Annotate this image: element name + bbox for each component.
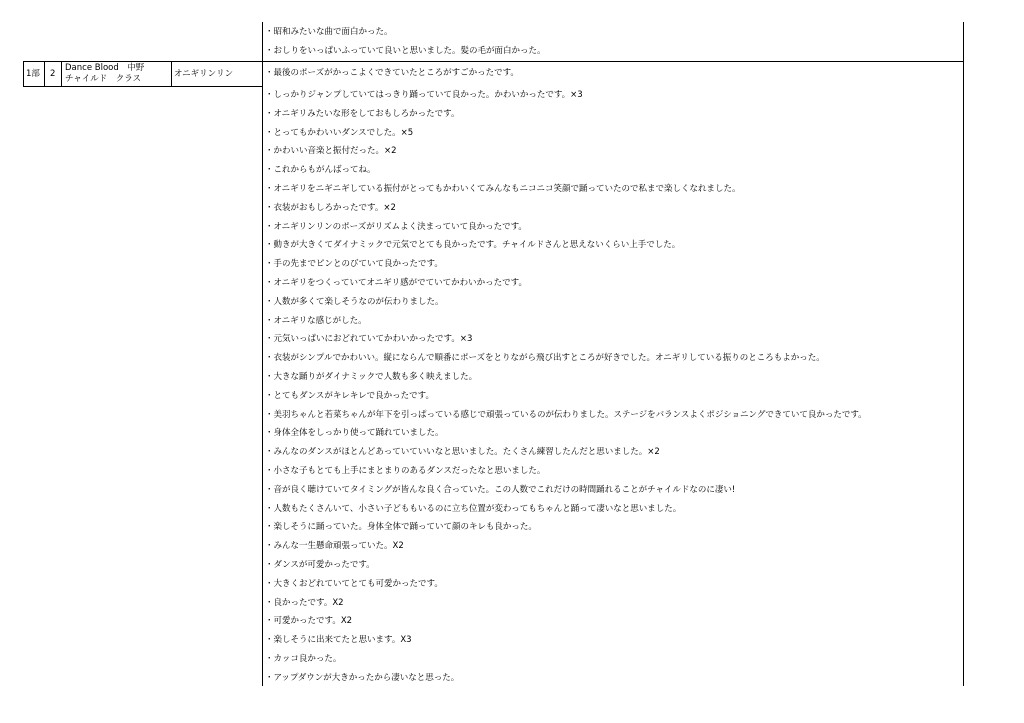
- title-cell: オニギリンリン: [174, 69, 234, 79]
- col-divider-number: [61, 61, 62, 86]
- comment-item: ・オニギリな感じがした。: [265, 316, 367, 326]
- previous-comment: ・昭和みたいな曲で面白かった。: [265, 27, 393, 37]
- comment-item: ・オニギリをつくっていてオニギリ感がでていてかわいかったです。: [265, 278, 527, 288]
- comment-item: ・身体全体をしっかり使って踊れていました。: [265, 428, 444, 438]
- comment-item: ・楽しそうに踊っていた。身体全体で踊っていて顔のキレも良かった。: [265, 522, 537, 532]
- comment-item: ・人数が多くて楽しそうなのが伝わりました。: [265, 297, 444, 307]
- comment-item: ・とてもダンスがキレキレで良かったです。: [265, 391, 434, 401]
- row-top-border: [23, 61, 964, 62]
- comment-item: ・小さな子もとても上手にまとまりのあるダンスだったなと思いました。: [265, 466, 546, 476]
- left-border-table: [23, 61, 24, 86]
- comment-item: ・衣装がシンプルでかわいい。縦にならんで順番にポーズをとりながら飛び出すところが好きでした。オニギリしている振りのところもよかった。: [265, 353, 825, 363]
- previous-comment: ・おしりをいっぱいふっていて良いと思いました。髪の毛が面白かった。: [265, 46, 546, 56]
- comment-item: ・カッコ良かった。: [265, 654, 342, 664]
- comment-item: ・良かったです。X2: [265, 598, 344, 608]
- right-border: [963, 22, 964, 686]
- team-name-line2: チャイルド クラス: [65, 74, 141, 84]
- comment-item: ・オニギリンリンのポーズがリズムよく決まっていて良かったです。: [265, 222, 527, 232]
- left-border-col-content: [262, 22, 263, 686]
- comment-item: ・可愛かったです。X2: [265, 616, 353, 626]
- comment-item: ・大きな踊りがダイナミックで人数も多く映えました。: [265, 372, 478, 382]
- comment-item: ・かわいい音楽と振付だった。×2: [265, 146, 397, 156]
- number-cell: 2: [50, 69, 56, 79]
- comment-item: ・手の先までピンとのびていて良かったです。: [265, 259, 443, 269]
- comment-item: ・音が良く聴けていてタイミングが皆んな良く合っていた。この人数でこれだけの時間踊れることがチャイルドなのに凄い!: [265, 485, 736, 495]
- comment-item: ・これからもがんばってね。: [265, 165, 376, 175]
- comment-item: ・みんなのダンスがほとんどあっていていいなと思いました。たくさん練習したんだと思いました。×2: [265, 447, 660, 457]
- col-divider-team: [171, 61, 172, 86]
- comment-item: ・とってもかわいいダンスでした。×5: [265, 128, 414, 138]
- col-divider-part: [44, 61, 45, 86]
- comment-item: ・オニギリをニギニギしている振付がとってもかわいくてみんなもニコニコ笑顔で踊っていたので私まで楽しくなれました。: [265, 184, 741, 194]
- comment-item: ・人数もたくさんいて、小さい子どももいるのに立ち位置が変わってもちゃんと踊って凄いなと思いました。: [265, 504, 682, 514]
- comment-item: ・アップダウンが大きかったから凄いなと思った。: [265, 673, 460, 683]
- row-left-bottom-border: [23, 86, 263, 87]
- comment-item: ・オニギリみたいな形をしておもしろかったです。: [265, 109, 460, 119]
- comment-item: ・しっかりジャンプしていてはっきり踊っていて良かった。かわいかったです。×3: [265, 90, 583, 100]
- comment-item: ・楽しそうに出来てたと思います。X3: [265, 635, 412, 645]
- comment-item: ・大きくおどれていてとても可愛かったです。: [265, 579, 443, 589]
- comment-item: ・元気いっぱいにおどれていてかわいかったです。×3: [265, 334, 473, 344]
- team-name-line1: Dance Blood 中野: [65, 63, 145, 73]
- comment-item: ・最後のポーズがかっこよくできていたところがすごかったです。: [265, 68, 519, 78]
- comment-item: ・動きが大きくてダイナミックで元気でとても良かったです。チャイルドさんと思えないくらい上手でした。: [265, 240, 681, 250]
- comment-item: ・ダンスが可愛かったです。: [265, 560, 375, 570]
- comment-item: ・美羽ちゃんと若菜ちゃんが年下を引っぱっている感じで頑張っているのが伝わりました。ステージをバランスよくポジショニングできていて良かったです。: [265, 410, 867, 420]
- comment-item: ・衣装がおもしろかったです。×2: [265, 203, 396, 213]
- part-cell: 1部: [26, 69, 40, 79]
- comment-item: ・みんな一生懸命頑張っていた。X2: [265, 541, 404, 551]
